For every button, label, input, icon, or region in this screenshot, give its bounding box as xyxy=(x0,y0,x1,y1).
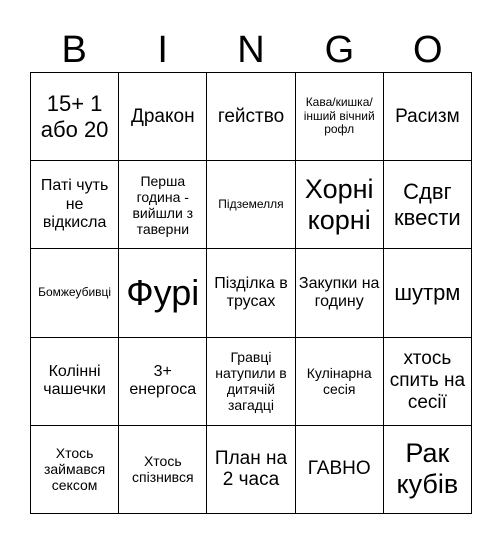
cell-text: Паті чуть не відкисла xyxy=(40,177,109,231)
cell-text: Дракон xyxy=(130,105,195,127)
bingo-cell-r4c2[interactable] xyxy=(119,338,207,426)
bingo-cell-r4c1[interactable] xyxy=(31,338,119,426)
bingo-cell-r3c4[interactable] xyxy=(296,249,384,337)
bingo-cell-r2c4[interactable] xyxy=(296,161,384,249)
cell-text: шутрм xyxy=(394,280,461,306)
bingo-cell-r5c1[interactable] xyxy=(31,426,119,514)
bingo-cell-r1c4[interactable] xyxy=(296,73,384,161)
bingo-cell-r3c5[interactable] xyxy=(384,249,472,337)
cell-text: Гравці натупили в дитячій загадці xyxy=(215,349,287,414)
cell-text: Сдвг квести xyxy=(394,179,461,230)
bingo-cell-r2c3[interactable] xyxy=(207,161,295,249)
cell-text: 15+ 1 або 20 xyxy=(40,91,109,142)
bingo-cell-r4c4[interactable] xyxy=(296,338,384,426)
bingo-board xyxy=(30,72,472,514)
bingo-cell-r1c3[interactable] xyxy=(207,73,295,161)
cell-text: Кава/кишка/інший вічний рофл xyxy=(303,94,375,137)
bingo-cell-r3c1[interactable] xyxy=(31,249,119,337)
bingo-cell-r5c3[interactable] xyxy=(207,426,295,514)
cell-text: Пізділка в трусах xyxy=(214,274,288,310)
bingo-cell-r1c5[interactable] xyxy=(384,73,472,161)
title-letter-o: O xyxy=(413,29,443,71)
cell-text: План на 2 часа xyxy=(214,447,288,491)
cell-text: Закупки на годину xyxy=(298,274,380,310)
cell-text: Бомжеубивці xyxy=(38,285,112,300)
cell-text: гейство xyxy=(217,105,285,127)
bingo-cell-r5c2[interactable] xyxy=(119,426,207,514)
bingo-cell-r5c4[interactable] xyxy=(296,426,384,514)
cell-text: хтось спить на сесії xyxy=(389,348,466,414)
cell-text: Хтось спізнився xyxy=(132,453,194,486)
bingo-cell-r2c1[interactable] xyxy=(31,161,119,249)
bingo-title xyxy=(30,28,472,72)
cell-text: Перша година - вийшли з таверни xyxy=(132,172,194,237)
title-letter-g: G xyxy=(324,29,355,71)
cell-text: Підземелля xyxy=(218,196,284,211)
cell-text: Рак кубів xyxy=(396,438,459,500)
bingo-cell-r4c3[interactable] xyxy=(207,338,295,426)
bingo-cell-r3c3[interactable] xyxy=(207,249,295,337)
cell-text: Фурі xyxy=(126,272,200,314)
cell-text: Расизм xyxy=(395,105,460,127)
title-letter-n: N xyxy=(237,29,265,71)
bingo-cell-r1c1[interactable] xyxy=(31,73,119,161)
cell-text: Хорні корні xyxy=(304,173,374,235)
cell-text: ГАВНО xyxy=(307,458,371,480)
title-letter-i: I xyxy=(157,29,168,71)
bingo-cell-r2c2[interactable] xyxy=(119,161,207,249)
bingo-cell-r2c5[interactable] xyxy=(384,161,472,249)
cell-text: Колінні чашечки xyxy=(43,362,106,399)
cell-text: 3+ енергоса xyxy=(129,362,197,399)
bingo-cell-r5c5[interactable] xyxy=(384,426,472,514)
bingo-cell-r1c2[interactable] xyxy=(119,73,207,161)
cell-text: Хтось займався сексом xyxy=(43,445,106,494)
bingo-cell-r4c5[interactable] xyxy=(384,338,472,426)
bingo-cell-r3c2[interactable] xyxy=(119,249,207,337)
cell-text: Кулінарна сесія xyxy=(306,365,372,398)
title-letter-b: B xyxy=(61,29,87,71)
